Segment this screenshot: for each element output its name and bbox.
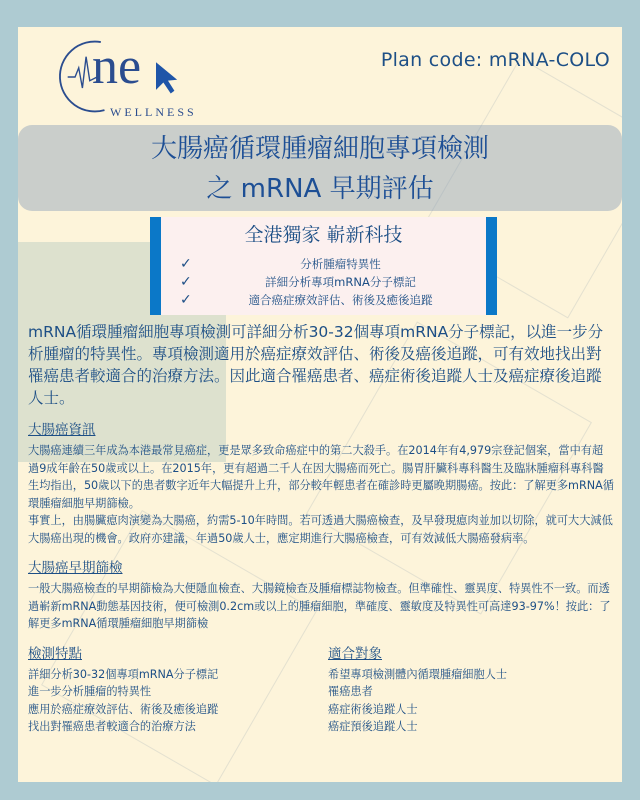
plan-code: Plan code: mRNA-COLO	[380, 49, 610, 71]
feature-item: 進一步分析腫瘤的特異性	[28, 685, 152, 698]
intro-paragraph: mRNA循環腫瘤細胞專項檢測可詳細分析30-32個專項mRNA分子標記，以進一步分析腫瘤的特異性。專項檢測適用於癌症療效評估、術後及癌後追蹤，可有效地找出對罹癌患者較適合的治療方法。因此適合罹癌患者、癌症術後追蹤人士及癌症療後追蹤人士。	[28, 323, 604, 407]
highlight-row	[180, 273, 481, 291]
target-item: 癌症預後追蹤人士	[328, 720, 418, 733]
logo-text: ne	[92, 38, 142, 95]
target-item: 希望專項檢測體內循環腫瘤細胞人士	[328, 667, 508, 681]
highlight-item: 詳細分析專項mRNA分子標記	[265, 275, 416, 289]
screening-paragraph: 一般大腸癌檢查的早期篩檢為大便隱血檢查、大腸鏡檢查及腫瘤標誌物檢查。但準確性、靈異度、特異性不一致。而透過嶄新mRNA動態基因技術，便可檢測0.2cm或以上的腫瘤細胞，準確度、靈敏度及特異性可高達93-97%！按此：了解更多mRNA循環腫瘤細胞早期篩檢	[28, 582, 611, 630]
highlight-item: 適合癌症療效評估、術後及癒後追蹤	[248, 293, 433, 307]
cursor-icon	[156, 62, 177, 93]
page-title-line2: 之 mRNA 早期評估	[206, 174, 434, 204]
flyer-card	[18, 27, 622, 782]
info-paragraph: 事實上，由腸臟瘜肉演變為大腸癌，約需5-10年時間。若可透過大腸癌檢查，及早發現瘜肉並加以切除，就可大大減低大腸癌出現的機會。政府亦建議，年過50歲人士，應定期進行大腸癌檢查，可有效減低大腸癌發病率。	[28, 514, 613, 545]
info-heading: 大腸癌資訊	[28, 422, 96, 438]
body-content	[28, 321, 614, 736]
check-icon: ✓	[180, 274, 192, 290]
logo-subtitle: WELLNESS	[110, 105, 197, 119]
target-item: 罹癌患者	[328, 685, 373, 698]
info-paragraph: 大腸癌連續三年成為本港最常見癌症，更是眾多致命癌症中的第二大殺手。在2014年有4,979宗登記個案，當中有超過9成年齡在50歲或以上。在2015年，更有超過二千人在因大腸癌而死亡。腸胃肝臟科專科醫生及臨牀腫瘤科專科醫生均指出，50歲以下的患者數字近年大幅提升上升，部分較年輕患者在確診時更屬晚期腸癌。按此：了解更多mRNA循環腫瘤細胞早期篩檢。	[28, 444, 614, 510]
page-title-line1: 大腸癌循環腫瘤細胞專項檢測	[150, 134, 489, 164]
feature-item: 找出對罹癌患者較適合的治療方法	[28, 720, 196, 733]
features-heading: 檢測特點	[28, 645, 82, 662]
highlight-row	[180, 291, 481, 309]
screening-section	[28, 559, 614, 633]
feature-item: 詳細分析30-32個專項mRNA分子標記	[28, 667, 219, 681]
two-column-section	[28, 645, 614, 736]
brand-logo	[48, 31, 218, 123]
check-icon: ✓	[180, 292, 192, 308]
highlight-item: 分析腫瘤特異性	[300, 257, 381, 271]
highlight-heading: 全港獨家 嶄新科技	[244, 224, 403, 246]
screening-heading: 大腸癌早期篩檢	[28, 560, 123, 576]
features-section	[28, 645, 314, 736]
target-heading: 適合對象	[328, 645, 382, 662]
target-section	[328, 645, 614, 736]
info-section	[28, 421, 614, 547]
check-icon: ✓	[180, 256, 192, 272]
feature-item: 應用於癌症療效評估、術後及癒後追蹤	[28, 702, 219, 716]
highlight-box	[150, 217, 497, 315]
target-item: 癌症術後追蹤人士	[328, 702, 418, 716]
highlight-row	[180, 255, 481, 273]
